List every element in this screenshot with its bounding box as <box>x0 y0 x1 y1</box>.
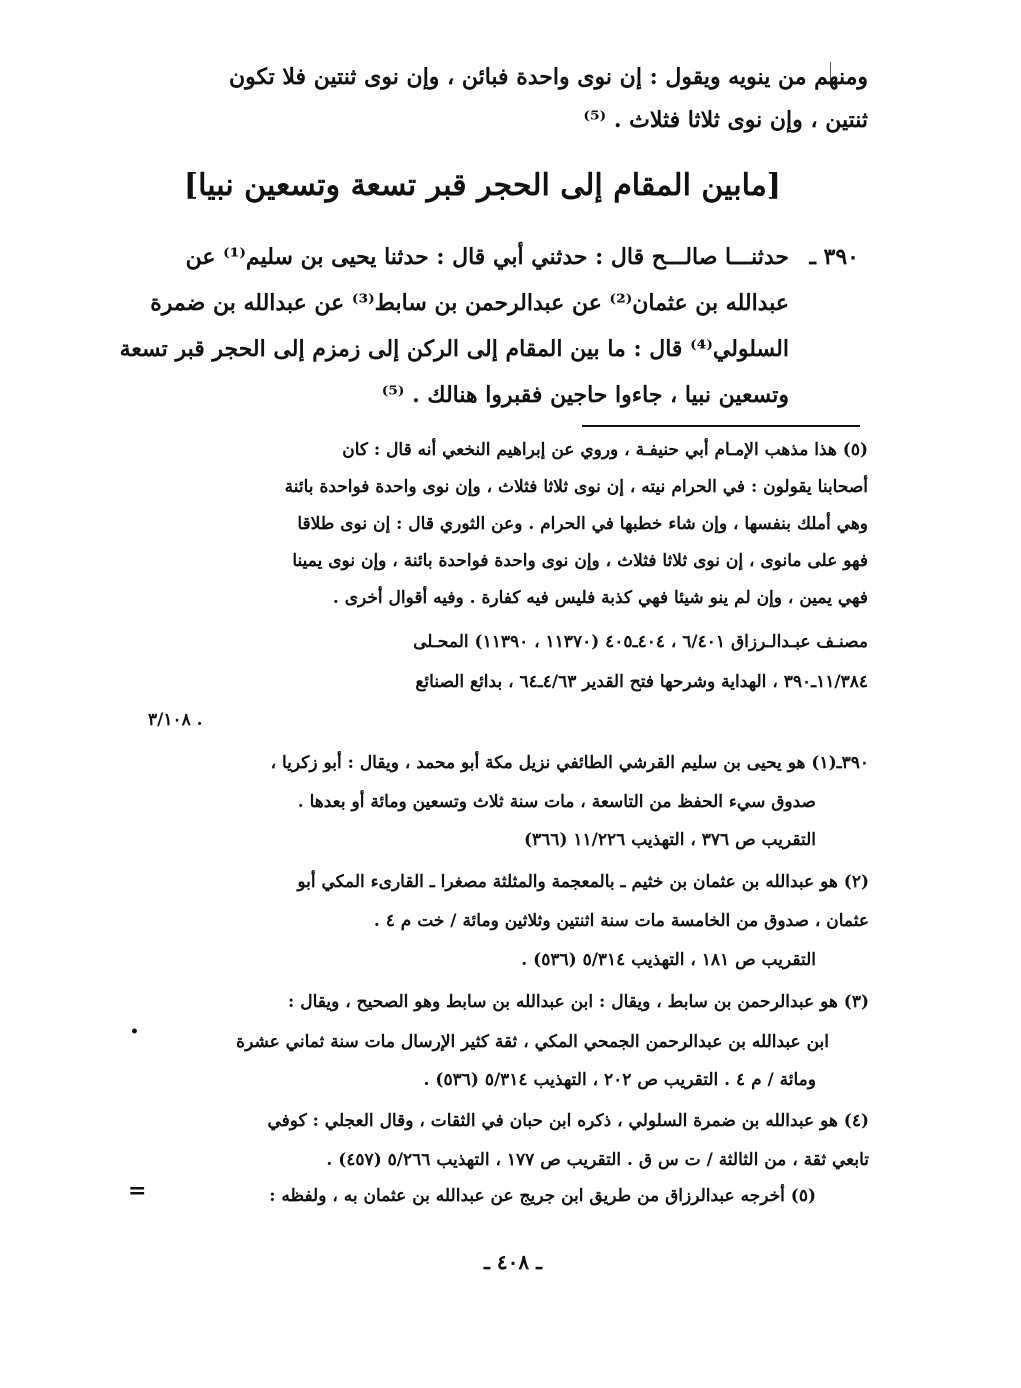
footnote-separator <box>582 425 860 427</box>
footnote-2-line-1: (٢) هو عبدالله بن عثمان بن خثيم ـ بالمعجمة والمثلثة مصغرا ـ القارىء المكي أبو <box>297 872 869 892</box>
footnote-4-line-2: تابعي ثقة ، من الثالثة / ت س ق . التقريب ص ١٧٧ ، التهذيب ٥/٢٦٦ (٤٥٧) . <box>326 1150 869 1170</box>
prev-footnote-5-line-7: ١١/٣٨٤ـ٣٩٠ ، الهداية وشرحها فتح القدير ٤/٦٣ـ٦٤ ، بدائع الصنائع <box>415 672 868 692</box>
footnote-1-line-3: التقريب ص ٣٧٦ ، التهذيب ١١/٢٢٦ (٣٦٦) <box>524 830 816 850</box>
prev-footnote-5-line-6: مصنـف عبـدالـرزاق ٦/٤٠١ ، ٤٠٤ـ٤٠٥ (١١٣٧٠ ، ١١٣٩٠) المحـلى <box>413 632 868 652</box>
section-heading: [مابين المقام إلى الحجر قبر تسعة وتسعين نبيا] <box>183 168 781 203</box>
prev-footnote-5-line-8: ٣/١٠٨ . <box>148 710 203 730</box>
prev-footnote-5-line-3: وهي أملك بنفسها ، وإن شاء خطبها في الحرام . وعن الثوري قال : إن نوى طلاقا <box>297 514 868 534</box>
footnote-2-line-3: التقريب ص ١٨١ ، التهذيب ٥/٣١٤ (٥٣٦) . <box>521 950 816 970</box>
footnote-2-line-2: عثمان ، صدوق من الخامسة مات سنة اثنتين وثلاثين ومائة / خت م ٤ . <box>373 911 869 931</box>
prev-footnote-5-line-1: (٥) هذا مذهب الإمـام أبي حنيفـة ، وروي عن إبراهيم النخعي أنه قال : كان <box>342 440 868 460</box>
hadith-line-1: حدثنـــا صالـــح قال : حدثني أبي قال : حدثنا يحيى بن سليم⁽¹⁾ عن <box>185 244 789 270</box>
footnote-1-line-2: صدوق سيء الحفظ من التاسعة ، مات سنة ثلاث وتسعين ومائة أو بعدها . <box>297 792 816 812</box>
footnote-3-line-3: ومائة / م ٤ . التقريب ص ٢٠٢ ، التهذيب ٥/٣١٤ (٥٣٦) . <box>423 1070 816 1090</box>
intro-line-2: ثنتين ، وإن نوى ثلاثا فثلاث . ⁽⁵⁾ <box>583 107 868 133</box>
hadith-line-4: وتسعين نبيا ، جاءوا حاجين فقبروا هنالك . ⁽⁵⁾ <box>381 382 789 408</box>
hadith-number: ٣٩٠ ـ <box>809 244 859 270</box>
hadith-line-2: عبدالله بن عثمان⁽²⁾ عن عبدالرحمن بن سابط⁽³⁾ عن عبدالله بن ضمرة <box>150 290 789 316</box>
page-number: ـ ٤٠٨ ـ <box>484 1250 542 1274</box>
prev-footnote-5-line-2: أصحابنا يقولون : في الحرام نيته ، إن نوى ثلاثا فثلاث ، وإن نوى واحدة فواحدة بائنة <box>284 477 868 497</box>
hadith-line-3: السلولي⁽⁴⁾ قال : ما بين المقام إلى الركن إلى زمزم إلى الحجر قبر تسعة <box>119 336 789 362</box>
footnote-5-line-1: (٥) أخرجه عبدالرزاق من طريق ابن جريج عن عبدالله بن عثمان به ، ولفظه : <box>269 1186 816 1206</box>
footnote-4-line-1: (٤) هو عبدالله بن ضمرة السلولي ، ذكره ابن حبان في الثقات ، وقال العجلي : كوفي <box>267 1111 869 1131</box>
footnote-3-line-1: (٣) هو عبدالرحمن بن سابط ، ويقال : ابن عبدالله بن سابط وهو الصحيح ، ويقال : <box>288 992 869 1012</box>
prev-footnote-5-line-5: فهي يمين ، وإن لم ينو شيئا فهي كذبة فليس فيه كفارة . وفيه أقوال أخرى . <box>332 588 868 608</box>
continuation-mark: = <box>128 1178 147 1204</box>
footnote-1-line-1: ٣٩٠ـ(١) هو يحيى بن سليم القرشي الطائفي نزيل مكة أبو محمد ، ويقال : أبو زكريا ، <box>270 753 869 773</box>
bullet-dot: • <box>130 1024 139 1040</box>
prev-footnote-5-line-4: فهو على مانوى ، إن نوى ثلاثا فثلاث ، وإن نوى واحدة فواحدة بائنة ، وإن نوى يمينا <box>292 551 868 571</box>
footnote-3-line-2: ابن عبدالله بن عبدالرحمن الجمحي المكي ، ثقة كثير الإرسال مات سنة ثماني عشرة <box>236 1032 829 1052</box>
intro-line-1: ومنهم من ينويه ويقول : إن نوى واحدة فبائن ، وإن نوى ثنتين فلا تكون <box>228 64 868 90</box>
